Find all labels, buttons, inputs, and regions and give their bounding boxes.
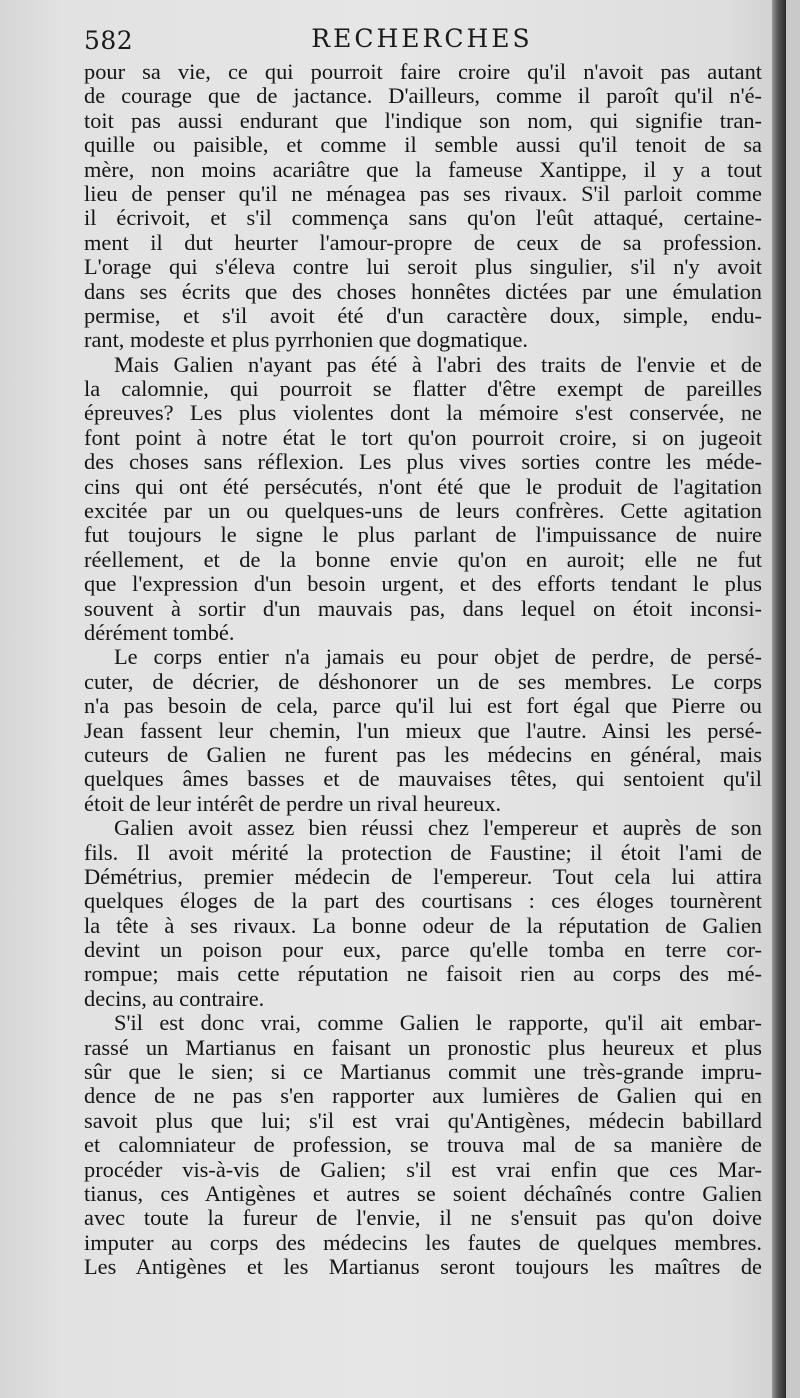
text-line: permise, et s'il avoit été d'un caractère doux, simple, endu- bbox=[84, 302, 762, 328]
text-line: que l'expression d'un besoin urgent, et des efforts tendant le plus bbox=[84, 571, 762, 597]
text-line: la calomnie, qui pourroit se flatter d'être exempt de pareilles bbox=[84, 376, 762, 402]
text-line: pour sa vie, ce qui pourroit faire croire qu'il n'avoit pas autant bbox=[84, 59, 762, 84]
page-number: 582 bbox=[84, 26, 134, 55]
paragraph-first-line: Galien avoit assez bien réussi chez l'empereur et auprès de son bbox=[114, 815, 762, 841]
text-line: avec toute la fureur de l'envie, il ne s'ensuit pas qu'on doive bbox=[84, 1205, 762, 1231]
text-line: ment il dut heurter l'amour-propre de ceux de sa profession. bbox=[84, 229, 762, 255]
text-line: réellement, et de la bonne envie qu'on en auroit; elle ne fut bbox=[84, 546, 762, 572]
text-line: dérément tombé. bbox=[84, 619, 235, 645]
text-line: étoit de leur intérêt de perdre un rival heureux. bbox=[84, 790, 502, 816]
text-line: la tête à ses rivaux. La bonne odeur de la réputation de Galien bbox=[84, 912, 762, 938]
text-line: savoit plus que lui; s'il est vrai qu'Antigènes, médecin babillard bbox=[84, 1107, 762, 1133]
text-line: mère, non moins acariâtre que la fameuse Xantippe, il y a tout bbox=[84, 156, 762, 182]
text-line: Démétrius, premier médecin de l'empereur. Tout cela lui attira bbox=[84, 863, 762, 889]
text-line: épreuves? Les plus violentes dont la mémoire s'est conservée, ne bbox=[84, 400, 762, 426]
text-line: cuteurs de Galien ne furent pas les médecins en général, mais bbox=[84, 741, 762, 767]
text-line: decins, au contraire. bbox=[84, 985, 265, 1011]
text-line: dans ses écrits que des choses honnêtes dictées par une émulation bbox=[84, 278, 762, 304]
paragraph-first-line: S'il est donc vrai, comme Galien le rapporte, qu'il ait embar- bbox=[114, 1010, 762, 1036]
text-line: quelques âmes basses et de mauvaises têtes, qui sentoient qu'il bbox=[84, 766, 762, 792]
text-line: il écrivoit, et s'il commença sans qu'on l'eût attaqué, certaine- bbox=[84, 205, 762, 231]
page-edge-shadow bbox=[772, 0, 786, 1398]
text-line: imputer au corps des médecins les fautes de quelques membres. bbox=[84, 1229, 762, 1255]
text-line: font point à notre état le tort qu'on pourroit croire, si on jugeoit bbox=[84, 424, 762, 450]
text-line: souvent à sortir d'un mauvais pas, dans lequel on étoit inconsi- bbox=[84, 595, 762, 621]
body-text bbox=[84, 60, 762, 1280]
text-line: tianus, ces Antigènes et autres se soient déchaînés contre Galien bbox=[84, 1180, 762, 1206]
text-line: sûr que le sien; si ce Martianus commit une très-grande impru- bbox=[84, 1059, 762, 1085]
text-line: quelques éloges de la part des courtisans : ces éloges tournèrent bbox=[84, 888, 762, 914]
text-line: n'a pas besoin de cela, parce qu'il lui est fort égal que Pierre ou bbox=[84, 693, 762, 719]
text-line: rompue; mais cette réputation ne faisoit rien au corps des mé- bbox=[84, 961, 762, 987]
paragraph-first-line: Le corps entier n'a jamais eu pour objet de perdre, de persé- bbox=[114, 644, 762, 670]
text-line: Jean fassent leur chemin, l'un mieux que l'autre. Ainsi les persé- bbox=[84, 717, 762, 743]
text-line: fils. Il avoit mérité la protection de Faustine; il étoit l'ami de bbox=[84, 839, 762, 865]
text-line: dence de ne pas s'en rapporter aux lumières de Galien qui en bbox=[84, 1083, 762, 1109]
text-line: fut toujours le signe le plus parlant de l'impuissance de nuire bbox=[84, 522, 762, 548]
running-head bbox=[84, 22, 760, 58]
text-line: L'orage qui s'éleva contre lui seroit plus singulier, s'il n'y avoit bbox=[84, 254, 762, 280]
text-line: lieu de penser qu'il ne ménagea pas ses rivaux. S'il parloit comme bbox=[84, 180, 762, 206]
text-line: Les Antigènes et les Martianus seront toujours les maîtres de bbox=[84, 1254, 762, 1280]
text-line: et calomniateur de profession, se trouva mal de sa manière de bbox=[84, 1132, 762, 1158]
text-line: rant, modeste et plus pyrrhonien que dogmatique. bbox=[84, 327, 528, 353]
text-line: cins qui ont été persécutés, n'ont été que le produit de l'agitation bbox=[84, 473, 762, 499]
text-line: de courage que de jactance. D'ailleurs, comme il paroît qu'il n'é- bbox=[84, 83, 762, 109]
text-line: cuter, de décrier, de déshonorer un de ses membres. Le corps bbox=[84, 668, 762, 694]
text-line: devint un poison pour eux, parce qu'elle tomba en terre cor- bbox=[84, 937, 762, 963]
text-line: rassé un Martianus en faisant un pronostic plus heureux et plus bbox=[84, 1034, 762, 1060]
text-line: procéder vis-à-vis de Galien; s'il est vrai enfin que ces Mar- bbox=[84, 1156, 762, 1182]
text-line: quille ou paisible, et comme il semble aussi qu'il tenoit de sa bbox=[84, 132, 762, 158]
text-line: des choses sans réflexion. Les plus vives sorties contre les méde- bbox=[84, 449, 762, 475]
text-line: toit pas aussi endurant que l'indique son nom, qui signifie tran- bbox=[84, 107, 762, 133]
paragraph-first-line: Mais Galien n'ayant pas été à l'abri des traits de l'envie et de bbox=[114, 351, 762, 377]
page-header-title: RECHERCHES bbox=[311, 24, 533, 53]
text-line: excitée par un ou quelques-uns de leurs confrères. Cette agitation bbox=[84, 498, 762, 524]
